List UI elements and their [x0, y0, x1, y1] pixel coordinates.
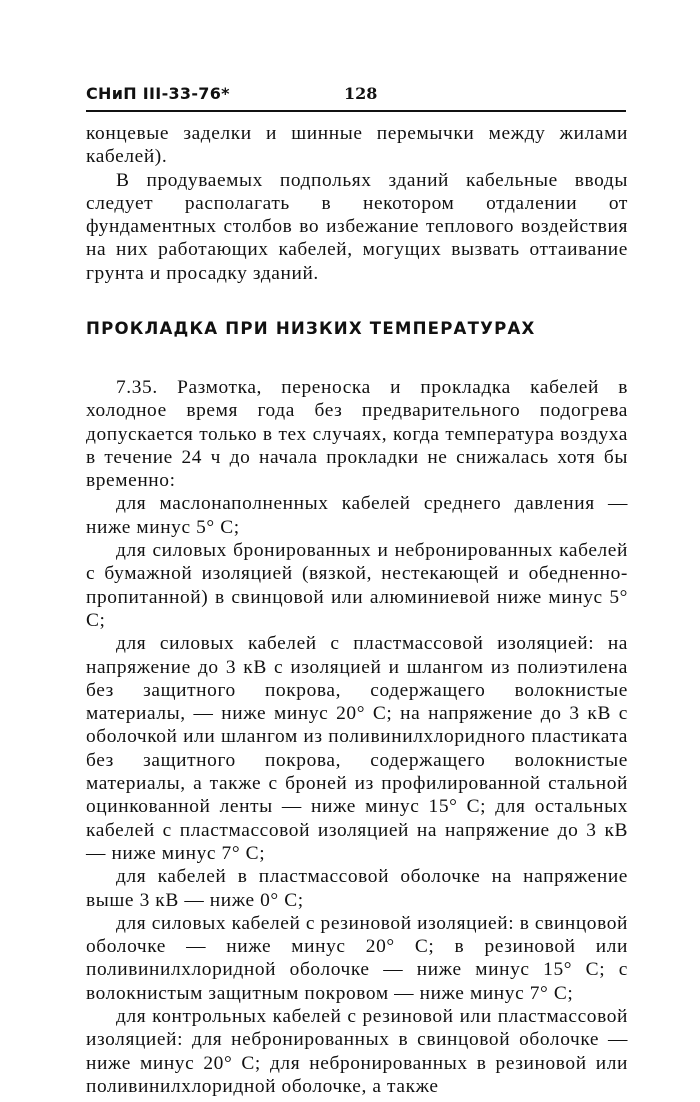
clause-number: 7.35.: [116, 377, 158, 398]
list-item: для силовых кабелей с пластмассовой изоляцией: на напряжение до 3 кВ с изоляцией и шлангом из полиэтилена без защитного покрова, содержащего волокнистые материалы, — ниже минус 20° С; на напряжение до 3 кВ с оболочкой или шлангом из поливинилхлоридного пластиката без защитного покрова, содержащего волокнистые материалы, а также с броней из профилированной стальной оцинкованной ленты — ниже минус 15° С; для остальных кабелей с пластмассовой изоляцией на напряжение до 3 кВ — ниже минус 7° С;: [86, 633, 628, 864]
clause-text: Размотка, переноска и прокладка кабелей в холодное время года без предварительного подогрева допускается только в тех случаях, когда температура воздуха в течение 24 ч до начала прокладки не снижалась хотя бы временно:: [86, 377, 628, 492]
list-item: для контрольных кабелей с резиновой или пластмассовой изоляцией: для небронированных в свинцовой оболочке — ниже минус 20° С; для небронированных в резиновой или поливинилхлоридной оболочке, а также: [86, 1006, 628, 1097]
clause-paragraph: [86, 376, 628, 492]
header-rule: [86, 110, 626, 112]
paragraph-cable-inputs: В продуваемых подпольях зданий кабельные вводы следует располагать в некотором отдалении от фундаментных столбов во избежание теплового воздействия на них работающих кабелей, могущих вызвать оттаивание грунта и просадку зданий.: [86, 169, 628, 284]
page-number: 128: [344, 84, 378, 103]
list-item: для силовых бронированных и небронированных кабелей с бумажной изоляцией (вязкой, нестекающей и обедненно-пропитанной) в свинцовой или алюминиевой ниже минус 5° С;: [86, 540, 628, 631]
text-block-main: [86, 376, 628, 1098]
list-item: для кабелей в пластмассовой оболочке на напряжение выше 3 кВ — ниже 0° С;: [86, 866, 628, 911]
text-block-top: [86, 122, 628, 285]
list-item: для маслонаполненных кабелей среднего давления — ниже минус 5° С;: [86, 493, 628, 538]
document-code: СНиП III-33-76*: [86, 84, 230, 103]
list-item: для силовых кабелей с резиновой изоляцией: в свинцовой оболочке — ниже минус 20° С; в резиновой или поливинилхлоридной оболочке — ниже минус 15° С; с волокнистым защитным покровом — ниже минус 7° С;: [86, 912, 628, 1004]
paragraph-continuation: концевые заделки и шинные перемычки между жилами кабелей).: [86, 123, 628, 168]
page-header: [86, 84, 626, 108]
section-heading: ПРОКЛАДКА ПРИ НИЗКИХ ТЕМПЕРАТУРАХ: [86, 319, 536, 338]
